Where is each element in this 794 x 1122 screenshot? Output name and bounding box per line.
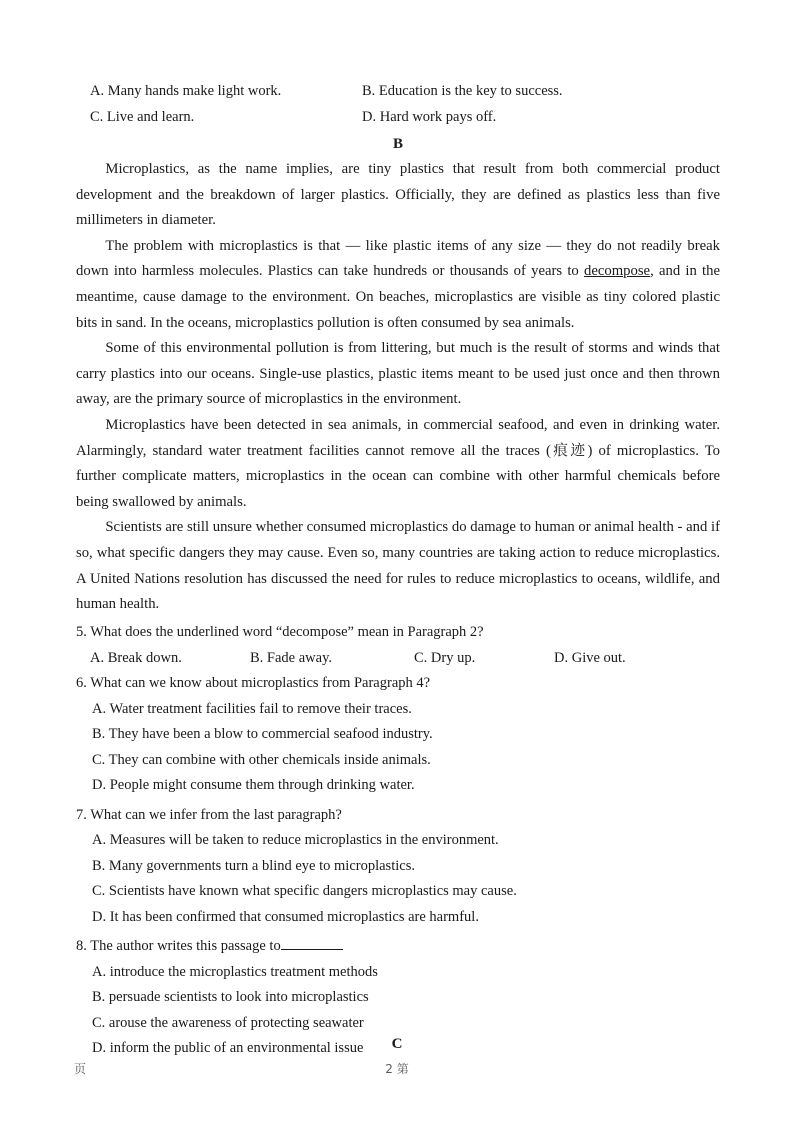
paragraph-2-text-before: The problem with microplastics is that — like plastic items of any size — they do not readily break down into harmless molecules. Plastics can take hundreds or thousands of years to xyxy=(76,237,720,280)
option-a-prev-question: A. Many hands make light work. xyxy=(90,83,282,99)
page-content xyxy=(76,78,720,1062)
passage-paragraph-5: Scientists are still unsure whether consumed microplastics do damage to human or animal health - and if so, what specific dangers they may cause. Even so, many countries are taking action to reduce microplastics. A United Nations resolution has discussed the need for rules to reduce microplastics to oceans, wildlife, and human health. xyxy=(76,519,720,613)
answer-blank-line[interactable] xyxy=(281,936,343,950)
passage-paragraph-3: Some of this environmental pollution is from littering, but much is the result of storms and winds that carry plastics into our oceans. Single-use plastics, plastic items meant to be used just once and then thrown away, are the primary source of microplastics in the environment. xyxy=(76,340,720,408)
option-c-prev-question: C. Live and learn. xyxy=(90,109,195,125)
section-heading-b: B xyxy=(392,136,403,152)
question-8-option-c[interactable]: C. arouse the awareness of protecting seawater xyxy=(92,1014,364,1031)
question-6-option-a[interactable]: A. Water treatment facilities fail to remove their traces. xyxy=(92,700,412,717)
question-7-stem: 7. What can we infer from the last paragraph? xyxy=(76,806,342,823)
question-6-option-d[interactable]: D. People might consume them through drinking water. xyxy=(92,777,415,794)
option-row-cd xyxy=(76,104,720,130)
question-8-option-b[interactable]: B. persuade scientists to look into microplastics xyxy=(92,989,369,1006)
question-6-option-c[interactable]: C. They can combine with other chemicals inside animals. xyxy=(92,751,431,768)
question-6-option-b[interactable]: B. They have been a blow to commercial seafood industry. xyxy=(92,726,433,743)
question-7-option-b[interactable]: B. Many governments turn a blind eye to microplastics. xyxy=(92,857,415,874)
option-b-prev-question: B. Education is the key to success. xyxy=(362,83,563,99)
footer-page-label-left: 页 xyxy=(74,1062,87,1076)
question-5-option-c[interactable]: C. Dry up. xyxy=(414,650,476,667)
question-6-stem: 6. What can we know about microplastics from Paragraph 4? xyxy=(76,675,431,692)
question-5-option-b[interactable]: B. Fade away. xyxy=(250,650,333,667)
question-7-option-a[interactable]: A. Measures will be taken to reduce microplastics in the environment. xyxy=(92,832,499,849)
question-5-option-row xyxy=(76,645,720,671)
option-row-ab xyxy=(76,78,720,104)
passage-paragraph-2 xyxy=(76,234,720,336)
underlined-word-decompose: decompose xyxy=(584,263,651,280)
question-7-option-d[interactable]: D. It has been confirmed that consumed microplastics are harmful. xyxy=(92,908,479,925)
question-8-stem-text: 8. The author writes this passage to xyxy=(76,938,281,955)
question-7-option-c[interactable]: C. Scientists have known what specific dangers microplastics may cause. xyxy=(92,883,517,900)
footer-page-number: 2 第 xyxy=(385,1062,409,1076)
section-heading-c: C xyxy=(391,1036,403,1052)
question-8-stem xyxy=(76,934,720,960)
paragraph-2-text-after: , and in the meantime, cause damage to the environment. On beaches, microplastics are visible as tiny colored plastic bits in sand. In the oceans, microplastics pollution is often consumed by sea animals. xyxy=(76,263,720,331)
option-d-prev-question: D. Hard work pays off. xyxy=(362,109,497,125)
question-8-option-a[interactable]: A. introduce the microplastics treatment methods xyxy=(92,963,378,980)
question-5-stem: 5. What does the underlined word “decompose” mean in Paragraph 2? xyxy=(76,623,484,640)
question-5-option-d[interactable]: D. Give out. xyxy=(554,650,626,667)
passage-paragraph-1: Microplastics, as the name implies, are tiny plastics that result from both commercial product development and the breakdown of larger plastics. Officially, they are defined as plastics less than five millimeters in diameter. xyxy=(76,161,720,229)
passage-paragraph-4: Microplastics have been detected in sea animals, in commercial seafood, and even in drinking water. Alarmingly, standard water treatment facilities cannot remove all the traces (痕迹) of microplastics. To further complicate matters, microplastics in the ocean can combine with other harmful chemicals before being swallowed by animals. xyxy=(76,416,720,510)
question-8-option-d[interactable]: D. inform the public of an environmental issue xyxy=(92,1040,364,1057)
question-5-option-a[interactable]: A. Break down. xyxy=(90,650,182,667)
